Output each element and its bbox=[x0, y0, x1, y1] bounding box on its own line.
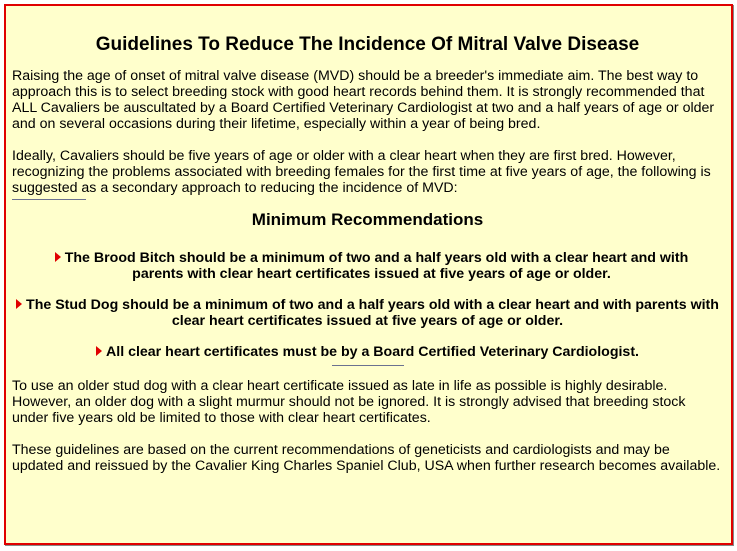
closing-paragraph: To use an older stud dog with a clear heart certificate issued as late in life as possible is highly desirable. However, an older dog with a slight murmur should not be ignored. It is strongly advised that breeding stock under five years old be limited to those with clear heart certificates. bbox=[12, 378, 686, 426]
divider bbox=[332, 365, 404, 366]
recommendation-item bbox=[12, 344, 723, 360]
recommendation-item bbox=[12, 297, 723, 329]
recommendation-text: All clear heart certificates must be by a Board Certified Veterinary Cardiologist. bbox=[106, 344, 639, 360]
recommendation-item bbox=[12, 250, 723, 282]
bullet-arrow-icon bbox=[55, 252, 61, 262]
content-frame bbox=[4, 4, 733, 545]
intro-paragraph: Raising the age of onset of mitral valve disease (MVD) should be a breeder's immediate aim. The best way to approach this is to select breeding stock with good heart records behind them. It is strongly recommended that ALL Cavaliers be auscultated by a Board Certified Veterinary Cardiologist at two and a half years of age or older and on several occasions during their lifetime, especially within a year of being bred. bbox=[12, 68, 715, 132]
page-title: Guidelines To Reduce The Incidence Of Mitral Valve Disease bbox=[95, 34, 640, 55]
bullet-arrow-icon bbox=[16, 299, 22, 309]
recommendation-text: The Brood Bitch should be a minimum of two and a half years old with a clear heart and with parents with clear heart certificates issued at five years of age or older. bbox=[64, 250, 689, 282]
divider bbox=[12, 199, 86, 200]
closing-paragraph: These guidelines are based on the current recommendations of geneticists and cardiologists and may be updated and reissued by the Cavalier King Charles Spaniel Club, USA when further research becomes available. bbox=[12, 442, 721, 474]
bullet-arrow-icon bbox=[96, 346, 102, 356]
section-title: Minimum Recommendations bbox=[251, 210, 484, 229]
intro-paragraph: Ideally, Cavaliers should be five years of age or older with a clear heart when they are first bred. However, recognizing the problems associated with breeding females for the first time at five years of age, the following is suggested as a secondary approach to reducing the incidence of MVD: bbox=[12, 148, 711, 196]
recommendation-text: The Stud Dog should be a minimum of two and a half years old with a clear heart and with parents with clear heart certificates issued at five years of age or older. bbox=[26, 297, 719, 329]
